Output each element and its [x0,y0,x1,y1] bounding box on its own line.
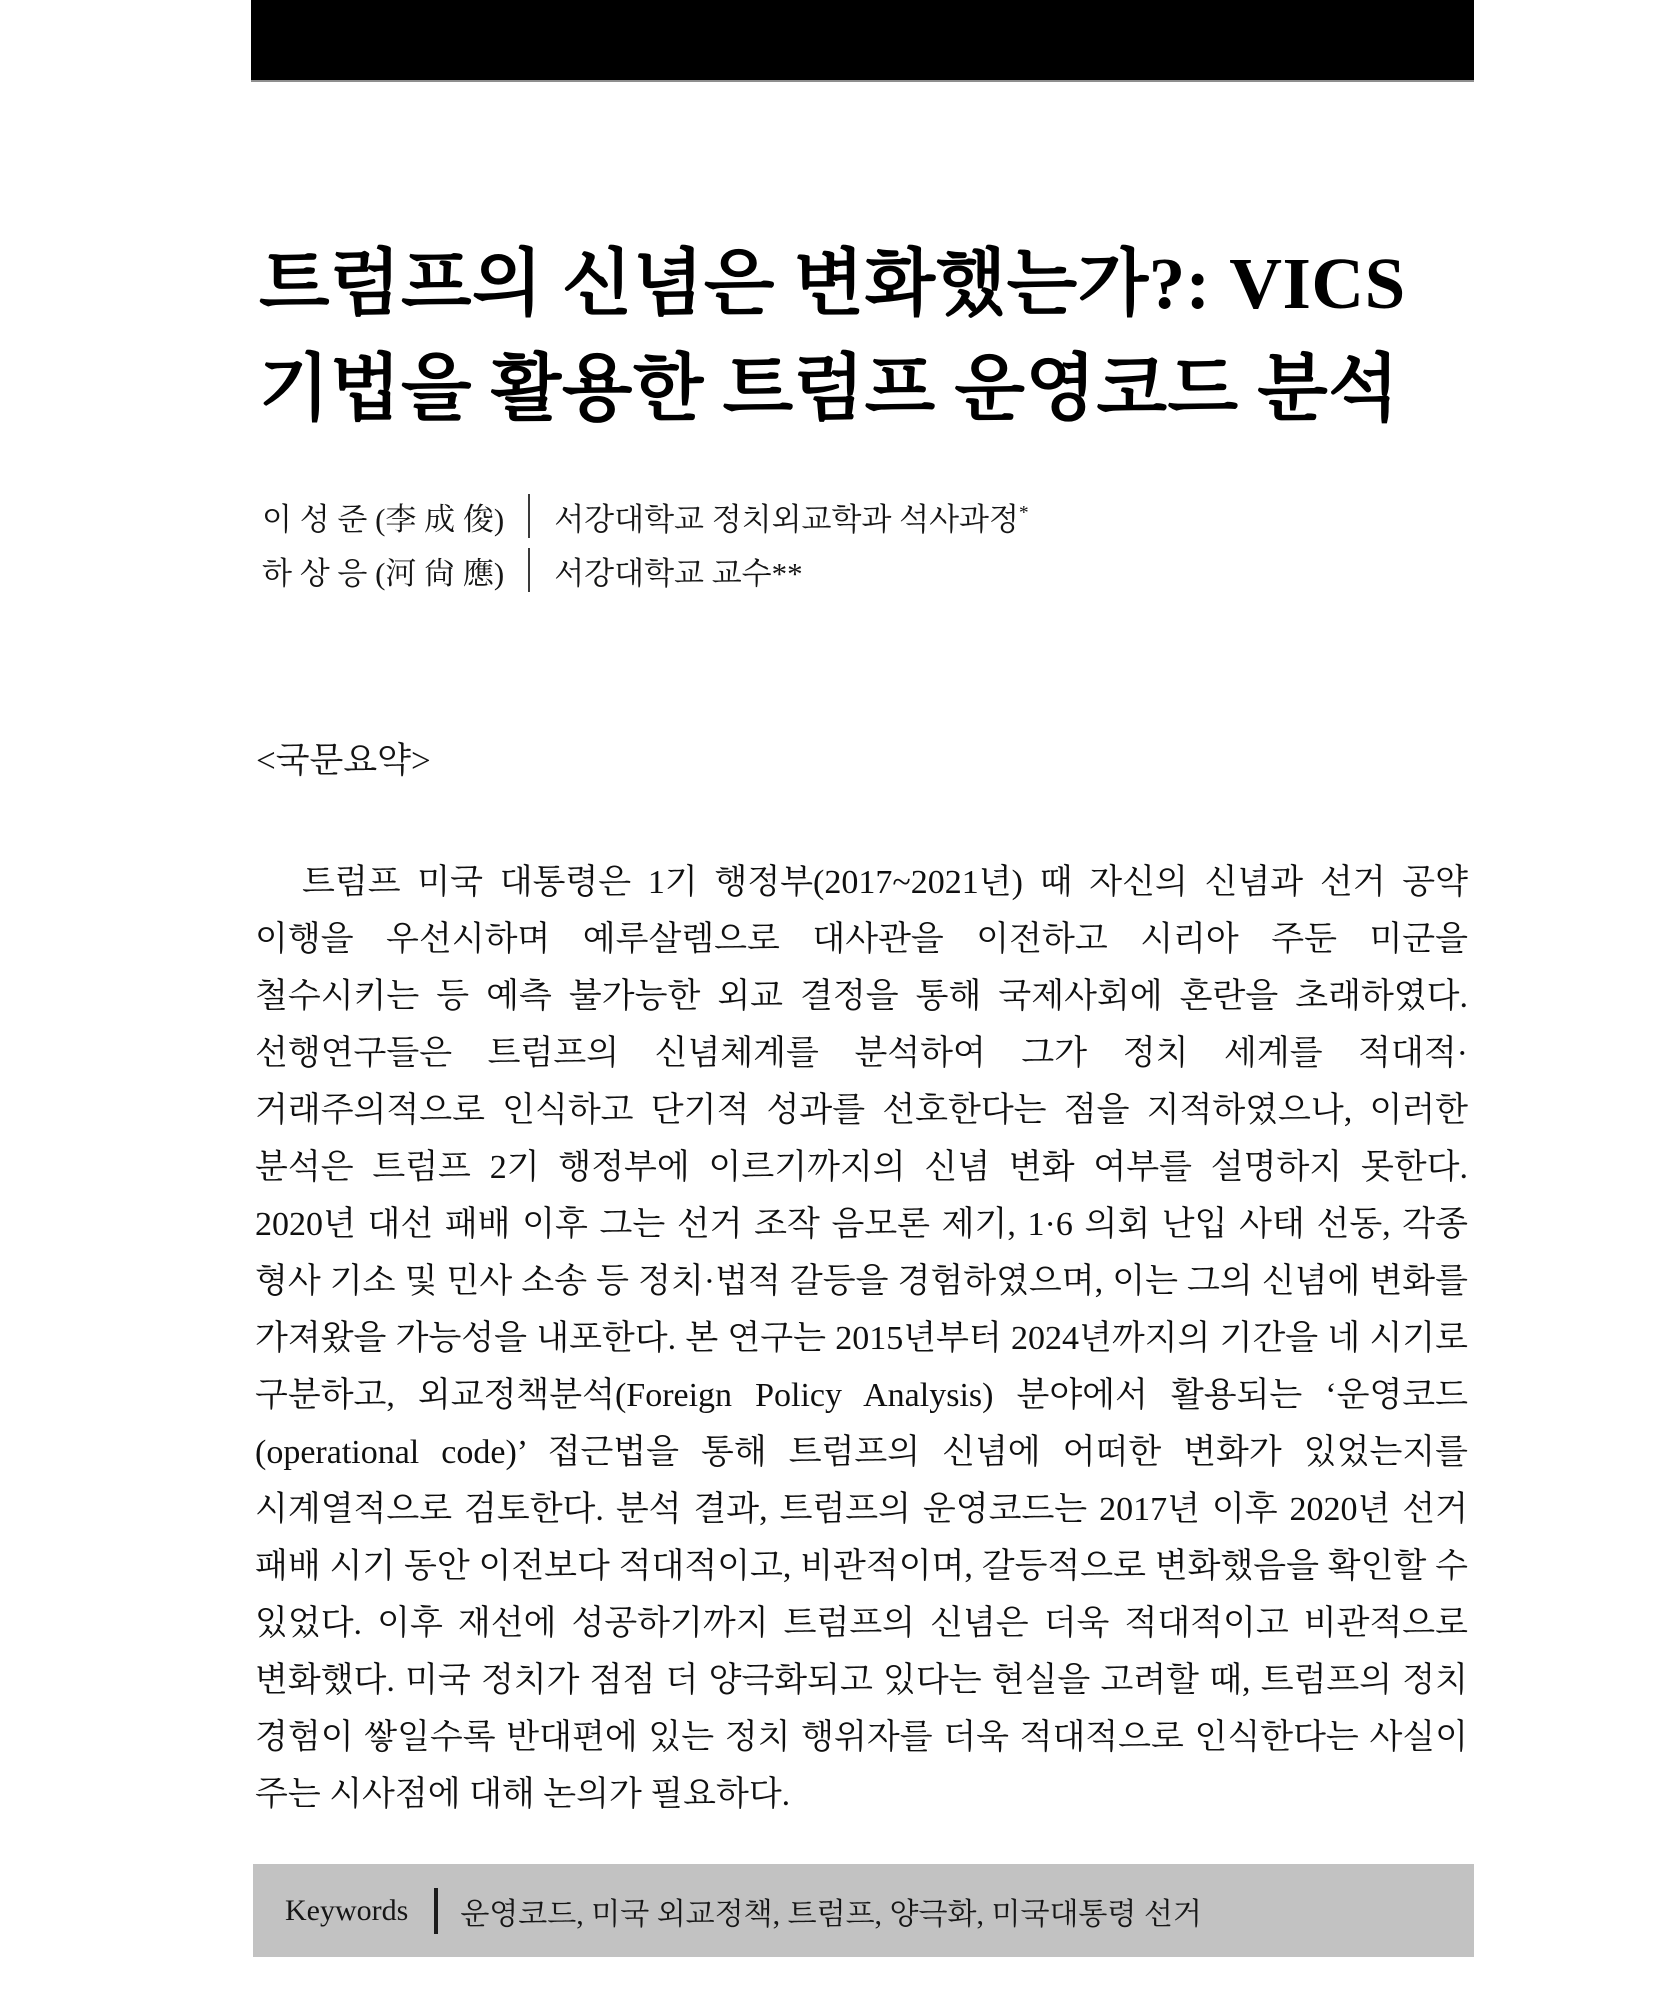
author-footnote-marker: ** [771,555,803,591]
article-title [259,231,1474,441]
author-affiliation-text: 서강대학교 정치외교학과 석사과정 [554,501,1019,537]
keywords-label: Keywords [285,1893,409,1927]
author-name: 하 상 응 (河 尙 應) [262,555,505,591]
keywords-list: 운영코드, 미국 외교정책, 트럼프, 양극화, 미국대통령 선거 [460,1897,1202,1931]
author-row-2 [262,543,1472,597]
author-affiliation [554,494,1028,539]
author-separator-bar [528,494,530,538]
article-title-line-1: 트럼프의 신념은 변화했는가?: VICS [259,242,1406,324]
author-separator-bar [528,548,530,592]
author-affiliation-text: 서강대학교 교수 [554,555,772,591]
author-row-1 [262,489,1472,543]
header-black-bar [251,0,1474,82]
keywords-separator-bar [434,1888,438,1934]
abstract-heading: <국문요약> [256,741,431,780]
keywords-bar [253,1864,1474,1957]
author-block [262,489,1472,597]
author-footnote-marker: * [1018,502,1029,524]
abstract-paragraph: 트럼프 미국 대통령은 1기 행정부(2017~2021년) 때 자신의 신념과 선거 공약 이행을 우선시하며 예루살렘으로 대사관을 이전하고 시리아 주둔 미군을 철수시키는 등 예측 불가능한 외교 결정을 통해 국제사회에 혼란을 초래하였다. 선행연구들은 트럼프의 신념체계를 분석하여 그가 정치 세계를 적대적·거래주의적으로 인식하고 단기적 성과를 선호한다는 점을 지적하였으나, 이러한 분석은 트럼프 2기 행정부에 이르기까지의 신념 변화 여부를 설명하지 못한다. 2020년 대선 패배 이후 그는 선거 조작 음모론 제기, 1·6 의회 난입 사태 선동, 각종 형사 기소 및 민사 소송 등 정치·법적 갈등을 경험하였으며, 이는 그의 신념에 변화를 가져왔을 가능성을 내포한다. 본 연구는 2015년부터 2024년까지의 기간을 네 시기로 구분하고, 외교정책분석(Foreign Policy Analysis) 분야에서 활용되는 ‘운영코드(operational code)’ 접근법을 통해 트럼프의 신념에 어떠한 변화가 있었는지를 시계열적으로 검토한다. 분석 결과, 트럼프의 운영코드는 2017년 이후 2020년 선거 패배 시기 동안 이전보다 적대적이고, 비관적이며, 갈등적으로 변화했음을 확인할 수 있었다. 이후 재선에 성공하기까지 트럼프의 신념은 더욱 적대적이고 비관적으로 변화했다. 미국 정치가 점점 더 양극화되고 있다는 현실을 고려할 때, 트럼프의 정치 경험이 쌓일수록 반대편에 있는 정치 행위자를 더욱 적대적으로 인식한다는 사실이 주는 시사점에 대해 논의가 필요하다. [255,864,1468,1813]
author-name: 이 성 준 (李 成 俊) [262,501,505,537]
author-affiliation [554,548,802,593]
article-title-line-2: 기법을 활용한 트럼프 운영코드 분석 [259,347,1400,429]
